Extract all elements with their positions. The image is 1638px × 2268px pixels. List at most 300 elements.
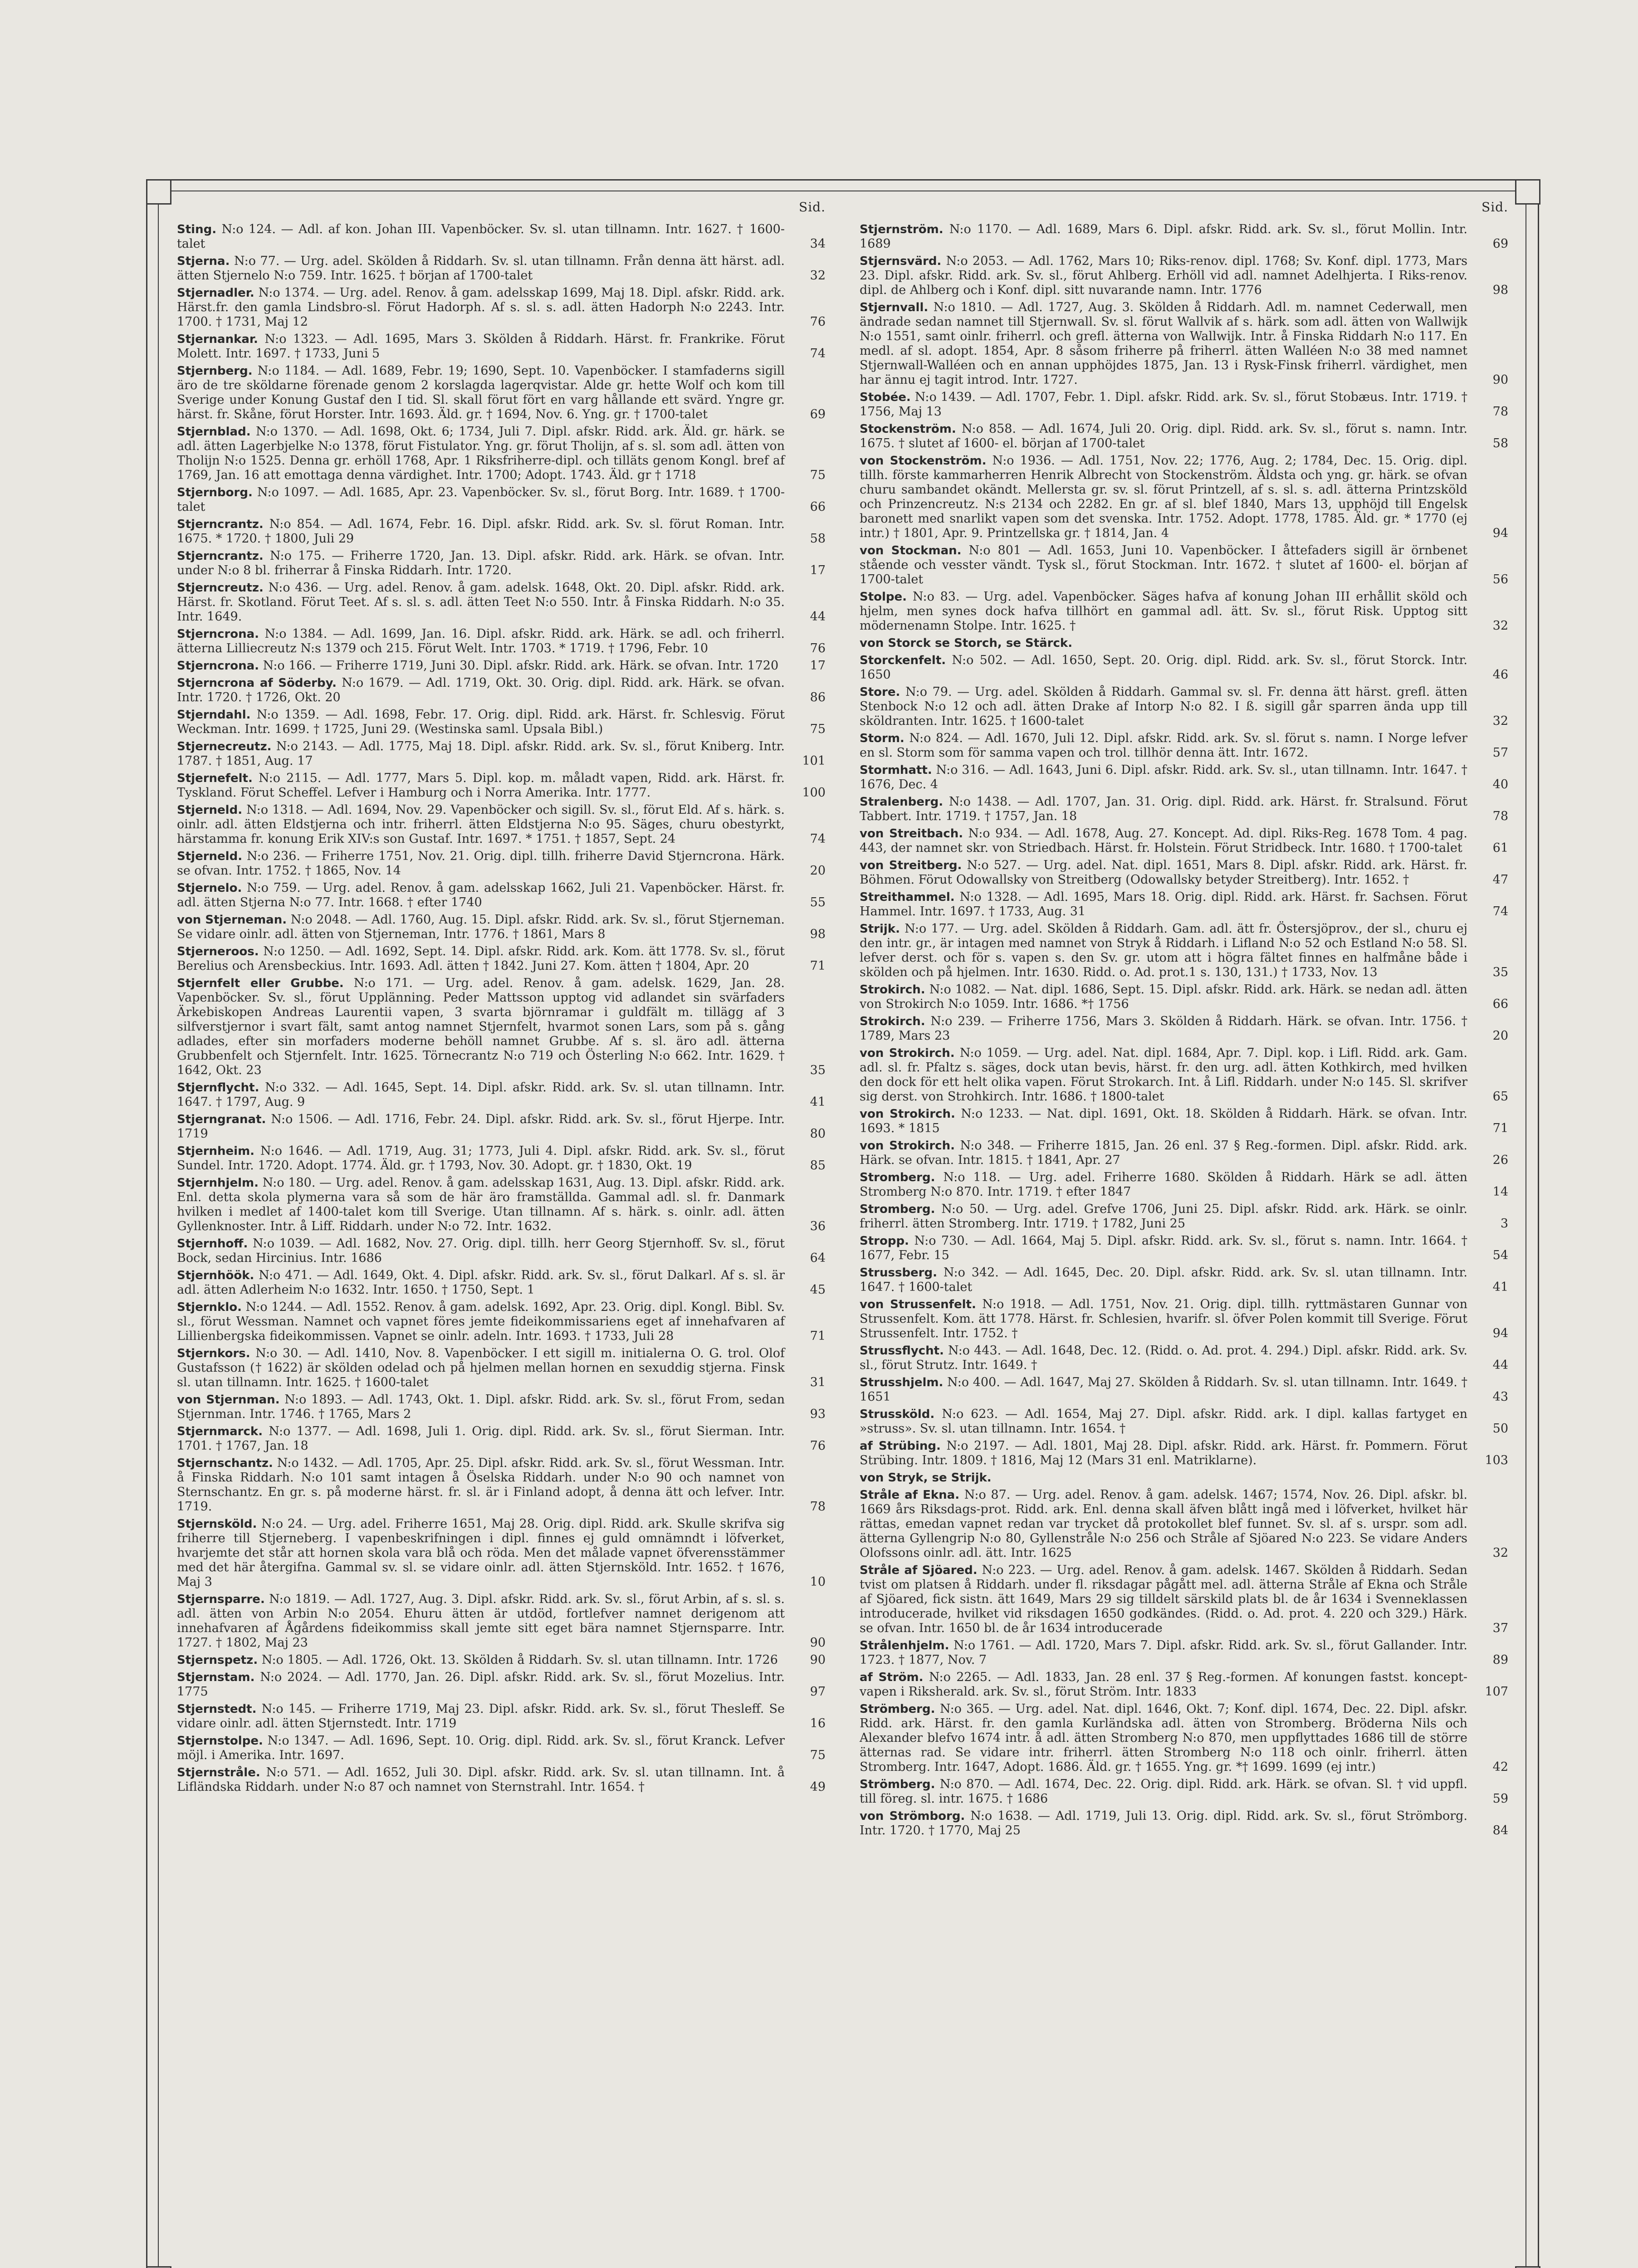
entry-description: N:o 1318. — Adl. 1694, Nov. 29. Vapenböcker och sigill. Sv. sl., förut Eld. Af s. härk. s. oinlr. adl. ätten Eldstjerna och intr. friherrl. ätten Eldstjerna N:o 95. Säges, churu obestyrkt, härstamma fr. konung Erik XIV:s son Gustaf. Intr. 1697. * 1751. † 1857, Sept. 24 [177, 803, 785, 846]
page-reference: 58 [1492, 436, 1508, 450]
entry-text [177, 1237, 789, 1266]
register-entry [860, 1777, 1508, 1806]
register-entry [177, 581, 826, 624]
entry-description: N:o 316. — Adl. 1643, Juni 6. Dipl. afskr. Ridd. ark. Sv. sl., utan tillnamn. Intr. 1647. † 1676, Dec. 4 [860, 763, 1467, 792]
entry-description: N:o 1039. — Adl. 1682, Nov. 27. Orig. dipl. tillh. herr Georg Stjernhoff. Sv. sl., förut Bock, sedan Hircinius. Intr. 1686 [177, 1237, 785, 1265]
entry-text [177, 517, 789, 546]
page-reference: 94 [1492, 526, 1508, 540]
family-name: von Strokirch. [860, 1139, 955, 1153]
entry-text [177, 1300, 789, 1344]
entry-description: N:o 1059. — Urg. adel. Nat. dipl. 1684, Apr. 7. Dipl. kop. i Lifl. Ridd. ark. Gam. adl. sl. fr. Pfaltz s. säges, dock utan bevis, härst. fr. den urg. adl. ätten Kothkirch, med hvilken den dock för ett helt olika vapen. Förut Strokarch. Int. å Lifl. Riddarh. under N:o 145. Sl. skrifver sig derst. von Strohkirch. Intr. 1686. † 1800-talet [860, 1046, 1467, 1104]
entry-description: N:o 1432. — Adl. 1705, Apr. 25. Dipl. afskr. Ridd. ark. Sv. sl., förut Wessman. Intr. å Finska Riddarh. N:o 101 samt intagen å Öselska Riddarh. under N:o 90 och namnet von Sternschantz. En gr. s. på moderne härst. fr. sl. är i Finland adopt, å denna ätt och lefver. Intr. 1719. [177, 1456, 785, 1514]
register-entry [177, 913, 826, 942]
family-name: Stjerneld. [177, 803, 243, 817]
entry-text [177, 1393, 789, 1422]
family-name: Stjernblad. [177, 425, 251, 439]
entry-text [860, 1471, 1472, 1485]
family-name: von Strokirch. [860, 1046, 955, 1060]
register-entry [177, 803, 826, 846]
page-reference: 80 [810, 1127, 826, 1141]
entry-description: N:o 1439. — Adl. 1707, Febr. 1. Dipl. afskr. Ridd. ark. Sv. sl., förut Stobæus. Intr. 1719. † 1756, Maj 13 [860, 390, 1468, 419]
page-reference: 69 [810, 407, 826, 421]
entry-description: N:o 527. — Urg. adel. Nat. dipl. 1651, Mars 8. Dipl. afskr. Ridd. ark. Härst. fr. Böhmen. Förut Odowallsky von Streitberg (Odowallsky betyder Streitberg). Intr. 1652. † [860, 858, 1467, 887]
entry-description: N:o 171. — Urg. adel. Renov. å gam. adelsk. 1629, Jan. 28. Vapenböcker. Sv. sl., förut Upplänning. Peder Mattsson upptog vid adlandet sin svärfaders Ärkebiskopen Andreas Laurentii vapen, 3 svarta björnramar i guldfält m. tillägg af 3 silfverstjernor i svart fält, samt antog namnet Stjernfelt, hvarmot sonen Lars, som på s. gång adlades, efter sin morfaders moderne behöll namnet Grubbe. Af s. sl. äro adl. ätterna Grubbenfelt och Stjernfelt. Intr. 1625. Törnecrantz N:o 719 och Österling N:o 662. Intr. 1629. † 1642, Okt. 23 [177, 976, 785, 1077]
family-name: Strokirch. [860, 983, 925, 997]
entry-description: N:o 50. — Urg. adel. Grefve 1706, Juni 25. Dipl. afskr. Ridd. ark. Härk. se oinlr. friherrl. ätten Stromberg. Intr. 1719. † 1782, Juni 25 [860, 1202, 1467, 1231]
page-reference: 76 [810, 641, 826, 655]
page-reference: 90 [1492, 373, 1508, 387]
family-name: Storm. [860, 732, 905, 745]
register-entry [860, 1375, 1508, 1404]
register-entry [860, 543, 1508, 587]
register-entry [860, 300, 1508, 387]
register-entry [860, 422, 1508, 451]
page-reference: 3 [1500, 1217, 1508, 1231]
page-reference: 32 [1492, 1546, 1508, 1560]
family-name: Stjerneroos. [177, 945, 259, 958]
family-name: Strokirch. [860, 1015, 925, 1028]
entry-description: N:o 2197. — Adl. 1801, Maj 28. Dipl. afskr. Ridd. ark. Härst. fr. Pommern. Förut Strübing. Intr. 1809. † 1816, Maj 12 (Mars 31 enl. Matriklarne). [860, 1439, 1467, 1467]
family-name: Stjerneld. [177, 850, 243, 863]
register-entry [177, 485, 826, 514]
register-entry [177, 549, 826, 578]
entry-description: N:o 223. — Urg. adel. Renov. å gam. adelsk. 1467. Skölden å Riddarh. Sedan tvist om platsen å Riddarh. under fl. riksdagar pågått mel. adl. ätterna Stråle af Ekna och Stråle af Sjöared, fick sistn. ätt 1649, Mars 29 sig tilldelt särskild plats bl. de år 1634 i Svenneklassen introducerade, hvilket vid riksdagen 1650 godkändes. (Ridd. o. Ad. prot. 4. 220 och 329.) Härk. se ofvan. Intr. 1650 bl. de år 1634 introducerade [860, 1563, 1467, 1635]
entry-description: N:o 1506. — Adl. 1716, Febr. 24. Dipl. afskr. Ridd. ark. Sv. sl., förut Hjerpe. Intr. 1719 [177, 1112, 785, 1141]
register-entry [860, 1407, 1508, 1436]
page-reference: 86 [810, 690, 826, 704]
register-entry [860, 922, 1508, 980]
register-entry [860, 1702, 1508, 1774]
register-entry [860, 1139, 1508, 1168]
family-name: von Stockenström. [860, 454, 987, 468]
register-entry [860, 1202, 1508, 1231]
family-name: Stjerngranat. [177, 1113, 266, 1126]
page-reference: 59 [1492, 1792, 1508, 1806]
entry-text [860, 1670, 1472, 1699]
family-name: von Stjernman. [177, 1393, 280, 1407]
entry-text [860, 636, 1472, 650]
family-name: Stjerncreutz. [177, 581, 264, 595]
entry-description: N:o 1244. — Adl. 1552. Renov. å gam. adelsk. 1692, Apr. 23. Orig. dipl. Kongl. Bibl. Sv. sl., förut Wessman. Namnet och vapnet föres jemte fideikommissariens eget af innehafvaren af Lillienbergska fideikommissen. Vapnet se oinlr. adeln. Intr. 1693. † 1733, Juli 28 [177, 1300, 785, 1343]
family-name: Stjerndahl. [177, 708, 251, 722]
family-name: von Streitberg. [860, 859, 962, 872]
entry-text [177, 1734, 789, 1763]
entry-description: N:o 443. — Adl. 1648, Dec. 12. (Ridd. o. Ad. prot. 4. 294.) Dipl. afskr. Ridd. ark. Sv. sl., förut Strutz. Intr. 1649. † [860, 1344, 1467, 1372]
entry-text [177, 222, 789, 251]
family-name: Stjernmarck. [177, 1425, 263, 1438]
family-name: Stjerncrona. [177, 659, 259, 673]
page-reference: 78 [1492, 405, 1508, 419]
entry-description: N:o 730. — Adl. 1664, Maj 5. Dipl. afskr. Ridd. ark. Sv. sl., förut s. namn. Intr. 1664. † 1677, Febr. 15 [860, 1234, 1467, 1262]
register-entry [177, 1592, 826, 1650]
entry-text [177, 849, 789, 878]
register-entry [860, 1563, 1508, 1636]
page-reference: 75 [810, 468, 826, 482]
register-entry [860, 1266, 1508, 1295]
entry-description: N:o 1347. — Adl. 1696, Sept. 10. Orig. dipl. Ridd. ark. Sv. sl., förut Kranck. Lefver möjl. i Amerika. Intr. 1697. [177, 1734, 785, 1762]
page-reference: 90 [810, 1636, 826, 1650]
family-name: Stjerncrantz. [177, 518, 264, 531]
page-reference: 76 [810, 315, 826, 329]
register-entry [177, 676, 826, 705]
entry-description: N:o 1646. — Adl. 1719, Aug. 31; 1773, Juli 4. Dipl. afskr. Ridd. ark. Sv. sl., förut Sundel. Intr. 1720. Adopt. 1774. Äld. gr. † 1793, Nov. 30. Adopt. gr. † 1830, Okt. 19 [177, 1144, 785, 1173]
entry-text [860, 422, 1472, 451]
entry-description: N:o 2265. — Adl. 1833, Jan. 28 enl. 37 § Reg.-formen. Af konungen fastst. koncept-vapen i Riksherald. ark. Sv. sl., förut Ström. Intr. 1833 [860, 1670, 1468, 1699]
page-reference: 20 [810, 864, 826, 878]
entry-text [860, 300, 1472, 387]
register-entry [860, 653, 1508, 682]
entry-description: N:o 854. — Adl. 1674, Febr. 16. Dipl. afskr. Ridd. ark. Sv. sl. förut Roman. Intr. 1675. * 1720. † 1800, Juli 29 [177, 517, 785, 546]
entry-text [177, 659, 789, 673]
entry-text [860, 795, 1472, 824]
entry-description: N:o 83. — Urg. adel. Vapenböcker. Säges hafva af konung Johan III erhållit sköld och hjelm, men synes dock hafva tillhört en gammal adl. ätt. Sv. sl., förut Risk. Upptog sitt mödernenamn Stolpe. Intr. 1625. † [860, 590, 1467, 633]
page-reference: 98 [810, 927, 826, 941]
register-entry [177, 849, 826, 878]
entry-text [860, 1297, 1472, 1341]
family-name: Strålenhjelm. [860, 1639, 949, 1652]
entry-text [177, 771, 789, 800]
page-reference: 32 [1492, 714, 1508, 728]
corner-ornament [146, 179, 171, 205]
entry-description: N:o 1761. — Adl. 1720, Mars 7. Dipl. afskr. Ridd. ark. Sv. sl., förut Gallander. Intr. 1723. † 1877, Nov. 7 [860, 1638, 1467, 1667]
family-name: Stjernelo. [177, 881, 242, 895]
family-name: Stockenström. [860, 422, 956, 436]
register-entry [860, 982, 1508, 1012]
page-reference: 71 [810, 1329, 826, 1343]
family-name: Stjernklo. [177, 1300, 242, 1314]
entry-description: N:o 1328. — Adl. 1695, Mars 18. Orig. dipl. Ridd. ark. Härst. fr. Sachsen. Förut Hammel. Intr. 1697. † 1733, Aug. 31 [860, 890, 1467, 919]
register-entry [177, 1144, 826, 1173]
register-entry [177, 1268, 826, 1297]
entry-text [177, 1670, 789, 1699]
register-entry [177, 1702, 826, 1731]
entry-description: N:o 1097. — Adl. 1685, Apr. 23. Vapenböcker. Sv. sl., förut Borg. Intr. 1689. † 1700-talet [177, 485, 785, 514]
entry-text [860, 1375, 1472, 1404]
register-entry [860, 1670, 1508, 1699]
family-name: Stjernefelt. [177, 772, 253, 785]
corner-ornament [146, 2266, 171, 2268]
page-reference: 20 [1492, 1029, 1508, 1043]
register-entry [177, 1112, 826, 1141]
entry-text [860, 1439, 1472, 1468]
page-reference: 41 [1492, 1280, 1508, 1294]
family-name: Stobée. [860, 391, 911, 404]
register-entry [860, 763, 1508, 792]
page-reference: 89 [1492, 1653, 1508, 1667]
entry-description: N:o 1918. — Adl. 1751, Nov. 21. Orig. dipl. tillh. ryttmästaren Gunnar von Strussenfelt. Kom. ätt 1778. Härst. fr. Schlesien, hvarifr. sl. öfver Polen kommit till Sverige. Förut Strussenfelt. Intr. 1752. † [860, 1297, 1468, 1340]
family-name: Stralenberg. [860, 795, 944, 809]
register-entry [177, 1176, 826, 1234]
page-reference: 74 [810, 347, 826, 361]
family-name: Strusshjelm. [860, 1376, 944, 1389]
corner-ornament [1515, 179, 1540, 205]
family-name: Stjernstråle. [177, 1766, 260, 1779]
family-name: Stromberg. [860, 1202, 935, 1216]
register-entry [860, 390, 1508, 419]
family-name: Stjerna. [177, 254, 230, 268]
entry-description: N:o 1370. — Adl. 1698, Okt. 6; 1734, Juli 7. Dipl. afskr. Ridd. ark. Äld. gr. härk. se adl. ätten Lagerbjelke N:o 1378, förut Fistulator. Yng. gr. förut Tholijn, af s. sl. som adl. ätten von Tholijn N:o 1525. Denna gr. erhöll 1768, Apr. 1 Riksfriherre-dipl. och tilläts genom Kongl. bref af 1769, Jan. 16 att emottaga denna värdighet. Intr. 1700; Adopt. 1743. Äld. gr † 1718 [177, 425, 785, 482]
family-name: Stjernfelt eller Grubbe. [177, 977, 344, 990]
register-entry [177, 881, 826, 910]
page-reference: 69 [1492, 237, 1508, 251]
page-reference: 85 [810, 1158, 826, 1173]
family-name: Stjerncrona af Söderby. [177, 676, 337, 690]
entry-description: N:o 77. — Urg. adel. Skölden å Riddarh. Sv. sl. utan tillnamn. Från denna ätt härst. adl. ätten Stjernelo N:o 759. Intr. 1625. † början af 1700-talet [177, 254, 785, 283]
page-reference: 26 [1492, 1153, 1508, 1167]
entry-text [860, 731, 1472, 760]
register-entry [177, 1300, 826, 1344]
register-entry [177, 1653, 826, 1667]
register-entry [177, 1424, 826, 1453]
family-name: Stjernspetz. [177, 1653, 258, 1667]
corner-ornament [1515, 2266, 1540, 2268]
entry-description: N:o 2115. — Adl. 1777, Mars 5. Dipl. kop. m. måladt vapen, Ridd. ark. Härst. fr. Tyskland. Förut Scheffel. Lefver i Hamburg och i Norra Amerika. Intr. 1777. [177, 771, 785, 800]
page-reference: 35 [810, 1063, 826, 1077]
register-entry [860, 1170, 1508, 1199]
family-name: Stjernecreutz. [177, 740, 272, 753]
page-reference: 57 [1492, 746, 1508, 760]
register-entry [860, 1107, 1508, 1136]
page-reference: 90 [810, 1653, 826, 1667]
entry-text [177, 1592, 789, 1650]
family-name: Stjernsvärd. [860, 254, 942, 268]
page-reference: 31 [810, 1375, 826, 1389]
register-entry [177, 944, 826, 973]
entry-description: N:o 175. — Friherre 1720, Jan. 13. Dipl. afskr. Ridd. ark. Härk. se ofvan. Intr. under N:o 8 bl. friherrar å Finska Riddarh. Intr. 1720. [177, 549, 785, 577]
page-reference: 43 [1492, 1390, 1508, 1404]
entry-text [177, 913, 789, 942]
register-entry [860, 222, 1508, 251]
page-reference: 61 [1492, 841, 1508, 855]
entry-text [177, 332, 789, 361]
family-name: von Stryk, se Strijk. [860, 1471, 992, 1485]
family-name: Stormhatt. [860, 763, 932, 777]
entry-text [860, 222, 1472, 251]
entry-description: N:o 471. — Adl. 1649, Okt. 4. Dipl. afskr. Ridd. ark. Sv. sl., förut Dalkarl. Af s. sl. är adl. ätten Adlerheim N:o 1632. Intr. 1650. † 1750, Sept. 1 [177, 1268, 785, 1297]
family-name: Stjernstedt. [177, 1702, 257, 1716]
entry-description: N:o 1679. — Adl. 1719, Okt. 30. Orig. dipl. Ridd. ark. Härk. se ofvan. Intr. 1720. † 1726, Okt. 20 [177, 676, 785, 704]
register-entry [860, 858, 1508, 887]
family-name: Stjernstolpe. [177, 1734, 263, 1748]
register-entry [860, 685, 1508, 728]
register-entry [860, 254, 1508, 298]
entry-description: N:o 342. — Adl. 1645, Dec. 20. Dipl. afskr. Ridd. ark. Sv. sl. utan tillnamn. Intr. 1647. † 1600-talet [860, 1266, 1467, 1294]
register-entry [860, 1234, 1508, 1263]
entry-description: N:o 858. — Adl. 1674, Juli 20. Orig. dipl. Ridd. ark. Sv. sl., förut s. namn. Intr. 1675. † slutet af 1600- el. början af 1700-talet [860, 422, 1467, 450]
entry-description: N:o 1250. — Adl. 1692, Sept. 14. Dipl. afskr. Ridd. ark. Kom. ätt 1778. Sv. sl., förut Berelius och Arensbeckius. Intr. 1693. Adl. ätten † 1842. Juni 27. Kom. ätten † 1804, Apr. 20 [177, 944, 785, 973]
family-name: Streithammel. [860, 890, 955, 904]
entry-text [860, 1638, 1472, 1667]
entry-text [860, 1563, 1472, 1636]
register-entry [860, 1809, 1508, 1838]
right-column [860, 200, 1508, 2232]
page-column-header: Sid. [799, 200, 826, 215]
page-reference: 32 [1492, 619, 1508, 633]
entry-description: N:o 24. — Urg. adel. Friherre 1651, Maj 28. Orig. dipl. Ridd. ark. Skulle skrifva sig friherre till Stjerneberg. I vapenbeskrifningen i dipl. finnes ej guld omnämndt i löfverket, hvarjemte det står att hornen skola vara blå och röda. Men det målade vapnet öfverensstämmer med det här återgifna. Gammal sv. sl. se vidare oinlr. adl. ätten Stjernsköld. Intr. 1652. † 1676, Maj 3 [177, 1517, 785, 1589]
entry-description: N:o 180. — Urg. adel. Renov. å gam. adelsskap 1631, Aug. 13. Dipl. afskr. Ridd. ark. Enl. detta skola plymerna vara så som de här äro framställda. Gammal adl. sl. fr. Danmark hvilken i medlet af 1400-talet kom till Sverige. Utan tillnamn. Af s. härk. s. oinlr. adl. ätten Gyllenknoster. Intr. å Liff. Riddarh. under N:o 72. Intr. 1632. [177, 1176, 785, 1233]
register-entry [177, 739, 826, 768]
entry-text [860, 1170, 1472, 1199]
entry-text [860, 1407, 1472, 1436]
register-entry [177, 708, 826, 737]
entry-text [860, 982, 1472, 1012]
family-name: Stjernvall. [860, 301, 929, 314]
entry-description: N:o 1893. — Adl. 1743, Okt. 1. Dipl. afskr. Ridd. ark. Sv. sl., förut From, sedan Stjernman. Intr. 1746. † 1765, Mars 2 [177, 1393, 785, 1421]
family-name: Stråle af Ekna. [860, 1488, 960, 1502]
page-reference: 74 [1492, 904, 1508, 919]
entry-description: N:o 1323. — Adl. 1695, Mars 3. Skölden å Riddarh. Härst. fr. Frankrike. Förut Molett. Intr. 1697. † 1733, Juni 5 [177, 332, 785, 361]
family-name: af Ström. [860, 1671, 924, 1684]
entry-text [177, 1517, 789, 1589]
entry-text [860, 653, 1472, 682]
entry-text [177, 425, 789, 483]
family-name: Stjernborg. [177, 486, 253, 499]
entry-description: N:o 1377. — Adl. 1698, Juli 1. Orig. dipl. Ridd. ark. Sv. sl., förut Sierman. Intr. 1701. † 1767, Jan. 18 [177, 1424, 785, 1453]
register-entry [860, 826, 1508, 855]
family-name: Storckenfelt. [860, 654, 946, 667]
page-reference: 65 [1492, 1090, 1508, 1104]
entry-description: N:o 1374. — Urg. adel. Renov. å gam. adelsskap 1699, Maj 18. Dipl. afskr. Ridd. ark. Härst.fr. den gamla Lindsbro-sl. Förut Hadorph. Af s. sl. s. adl. ätten Hadorph N:o 2243. Intr. 1700. † 1731, Maj 12 [177, 286, 785, 329]
entry-text [177, 254, 789, 283]
entry-text [860, 685, 1472, 728]
page-reference: 98 [1492, 283, 1508, 297]
family-name: Stjerncrona. [177, 627, 259, 641]
family-name: Stjernkors. [177, 1347, 250, 1360]
entry-description: N:o 1233. — Nat. dipl. 1691, Okt. 18. Skölden å Riddarh. Härk. se ofvan. Intr. 1693. * 1815 [860, 1107, 1467, 1135]
family-name: Stjernheim. [177, 1144, 255, 1158]
register-columns [177, 200, 1508, 2232]
entry-description: N:o 1819. — Adl. 1727, Aug. 3. Dipl. afskr. Ridd. ark. Sv. sl., förut Arbin, af s. sl. s. adl. ätten von Arbin N:o 2054. Ehuru ätten är utdöd, fortlefver namnet derigenom att innehafvaren af Ågårdens fideikommiss skall jemte sitt eget bära namnet Stjernsparre. Intr. 1727. † 1802, Maj 23 [177, 1592, 785, 1650]
family-name: Stjernhjelm. [177, 1176, 259, 1190]
family-name: Stjernström. [860, 223, 944, 236]
family-name: Store. [860, 685, 900, 699]
register-entry [860, 454, 1508, 541]
page-reference: 78 [810, 1500, 826, 1514]
register-entry [177, 332, 826, 361]
register-entry [177, 286, 826, 329]
entry-description: N:o 759. — Urg. adel. Renov. å gam. adelsskap 1662, Juli 21. Vapenböcker. Härst. fr. adl. ätten Stjerna N:o 77. Intr. 1668. † efter 1740 [177, 881, 785, 909]
entry-text [860, 390, 1472, 419]
register-entry [177, 222, 826, 251]
family-name: von Storck se Storch, se Stärck. [860, 636, 1073, 650]
page-reference: 40 [1492, 777, 1508, 792]
register-entry [177, 1517, 826, 1589]
page-reference: 78 [1492, 809, 1508, 823]
page-reference: 47 [1492, 873, 1508, 887]
entry-description: N:o 145. — Friherre 1719, Maj 23. Dipl. afskr. Ridd. ark. Sv. sl., förut Thesleff. Se vidare oinlr. adl. ätten Stjernstedt. Intr. 1719 [177, 1702, 785, 1730]
page-reference: 93 [810, 1407, 826, 1421]
page-reference: 74 [810, 832, 826, 846]
entry-text [177, 1346, 789, 1390]
entry-description: N:o 1359. — Adl. 1698, Febr. 17. Orig. dipl. Ridd. ark. Härst. fr. Schlesvig. Förut Weckman. Intr. 1699. † 1725, Juni 29. (Westinska saml. Upsala Bibl.) [177, 708, 785, 736]
page-reference: 84 [1492, 1823, 1508, 1838]
entry-description: N:o 623. — Adl. 1654, Maj 27. Dipl. afskr. Ridd. ark. I dipl. kallas fartyget en »struss». Sv. sl. utan tillnamn. Intr. 1654. † [860, 1407, 1467, 1436]
entry-description: N:o 2143. — Adl. 1775, Maj 18. Dipl. afskr. Ridd. ark. Sv. sl., förut Kniberg. Intr. 1787. † 1851, Aug. 17 [177, 739, 785, 768]
entry-description: N:o 239. — Friherre 1756, Mars 3. Skölden å Riddarh. Härk. se ofvan. Intr. 1756. † 1789, Mars 23 [860, 1014, 1467, 1043]
page-reference: 101 [802, 754, 826, 768]
register-entry [177, 771, 826, 800]
entry-list [177, 222, 826, 1797]
page-reference: 94 [1492, 1326, 1508, 1340]
page-reference: 17 [810, 659, 826, 673]
page-reference: 54 [1492, 1248, 1508, 1262]
family-name: von Strokirch. [860, 1107, 955, 1121]
page-reference: 64 [810, 1251, 826, 1265]
entry-text [177, 364, 789, 422]
entry-text [860, 454, 1472, 541]
page-reference: 35 [1492, 965, 1508, 979]
family-name: Stromberg. [860, 1171, 935, 1184]
family-name: Stjernsköld. [177, 1517, 257, 1531]
entry-description: N:o 502. — Adl. 1650, Sept. 20. Orig. dipl. Ridd. ark. Sv. sl., förut Storck. Intr. 1650 [860, 653, 1467, 682]
register-entry [177, 1393, 826, 1422]
entry-description: N:o 1805. — Adl. 1726, Okt. 13. Skölden å Riddarh. Sv. sl. utan tillnamn. Intr. 1726 [261, 1653, 778, 1667]
entry-text [177, 1112, 789, 1141]
entry-text [177, 803, 789, 846]
entry-description: N:o 1384. — Adl. 1699, Jan. 16. Dipl. afskr. Ridd. ark. Härk. se adl. och friherrl. ätterna Lilliecreutz N:s 1379 och 215. Förut Welt. Intr. 1703. * 1719. † 1796, Febr. 10 [177, 627, 785, 655]
family-name: Stjernankar. [177, 332, 258, 346]
family-name: Strömberg. [860, 1778, 935, 1791]
entry-text [177, 676, 789, 705]
entry-description: N:o 348. — Friherre 1815, Jan. 26 enl. 37 § Reg.-formen. Dipl. afskr. Ridd. ark. Härk. se ofvan. Intr. 1815. † 1841, Apr. 27 [860, 1139, 1468, 1167]
page-reference: 71 [810, 959, 826, 973]
family-name: Strussflycht. [860, 1344, 944, 1358]
family-name: Stjerncrantz. [177, 549, 264, 563]
entry-description: N:o 236. — Friherre 1751, Nov. 21. Orig. dipl. tillh. friherre David Stjerncrona. Härk. se ofvan. Intr. 1752. † 1865, Nov. 14 [177, 849, 785, 878]
page-reference: 66 [1492, 997, 1508, 1011]
page-reference: 41 [810, 1095, 826, 1109]
entry-description: N:o 1810. — Adl. 1727, Aug. 3. Skölden å Riddarh. Adl. m. namnet Cederwall, men ändrade sedan namnet till Stjernwall. Sv. sl. förut Wallvik af s. härk. som adl. ätten von Wallwijk N:o 1551, samt oinlr. friherrl. och grefl. ätterna von Wallwijk. Intr. å Finska Riddarh N:o 117. En medl. af sl. adopt. 1854, Apr. 8 såsom friherre på friherrl. ätten Walléen N:o 38 med namnet Stjernwall-Walléen och en annan upphöjdes 1875, Jan. 13 i Rysk-Finsk friherrl. värdighet, men har ännu ej tagit introd. Intr. 1727. [860, 300, 1467, 387]
page-reference: 55 [810, 895, 826, 909]
entry-text [860, 1202, 1472, 1231]
page-reference: 75 [810, 1748, 826, 1762]
register-entry [177, 254, 826, 283]
entry-text [177, 976, 789, 1078]
entry-text [177, 1080, 789, 1110]
register-entry [860, 1344, 1508, 1373]
entry-description: N:o 2024. — Adl. 1770, Jan. 26. Dipl. afskr. Ridd. ark. Sv. sl., förut Mozelius. Intr. 1775 [177, 1670, 785, 1699]
entry-text [177, 627, 789, 656]
entry-description: N:o 1638. — Adl. 1719, Juli 13. Orig. dipl. Ridd. ark. Sv. sl., förut Strömborg. Intr. 1720. † 1770, Maj 25 [860, 1809, 1467, 1838]
page-reference: 75 [810, 722, 826, 736]
entry-text [860, 1777, 1472, 1806]
entry-text [177, 881, 789, 910]
family-name: von Strömborg. [860, 1809, 965, 1823]
entry-text [860, 922, 1472, 980]
page-reference: 44 [1492, 1358, 1508, 1372]
entry-text [860, 1234, 1472, 1263]
entry-text [177, 1765, 789, 1794]
page-reference: 56 [1492, 572, 1508, 587]
entry-text [177, 739, 789, 768]
entry-text [177, 1702, 789, 1731]
entry-text [860, 1014, 1472, 1043]
entry-text [177, 1456, 789, 1514]
family-name: Strömberg. [860, 1702, 935, 1716]
entry-description: N:o 79. — Urg. adel. Skölden å Riddarh. Gammal sv. sl. Fr. denna ätt härst. grefl. ätten Stenbock N:o 12 och adl. ätten Drake af Intorp N:o 82. I ß. sigill går sparren ända upp till sköldranten. Intr. 1625. † 1600-talet [860, 685, 1467, 728]
family-name: Strussberg. [860, 1266, 937, 1280]
family-name: af Strübing. [860, 1439, 941, 1453]
entry-description: N:o 1438. — Adl. 1707, Jan. 31. Orig. dipl. Ridd. ark. Härst. fr. Stralsund. Förut Tabbert. Intr. 1719. † 1757, Jan. 18 [860, 795, 1467, 823]
family-name: von Stjerneman. [177, 913, 287, 927]
family-name: Stjernberg. [177, 364, 253, 378]
register-entry [177, 659, 826, 673]
entry-text [860, 1046, 1472, 1104]
entry-text [860, 590, 1472, 633]
entry-text [177, 485, 789, 514]
register-entry [860, 1014, 1508, 1043]
entry-text [860, 858, 1472, 887]
